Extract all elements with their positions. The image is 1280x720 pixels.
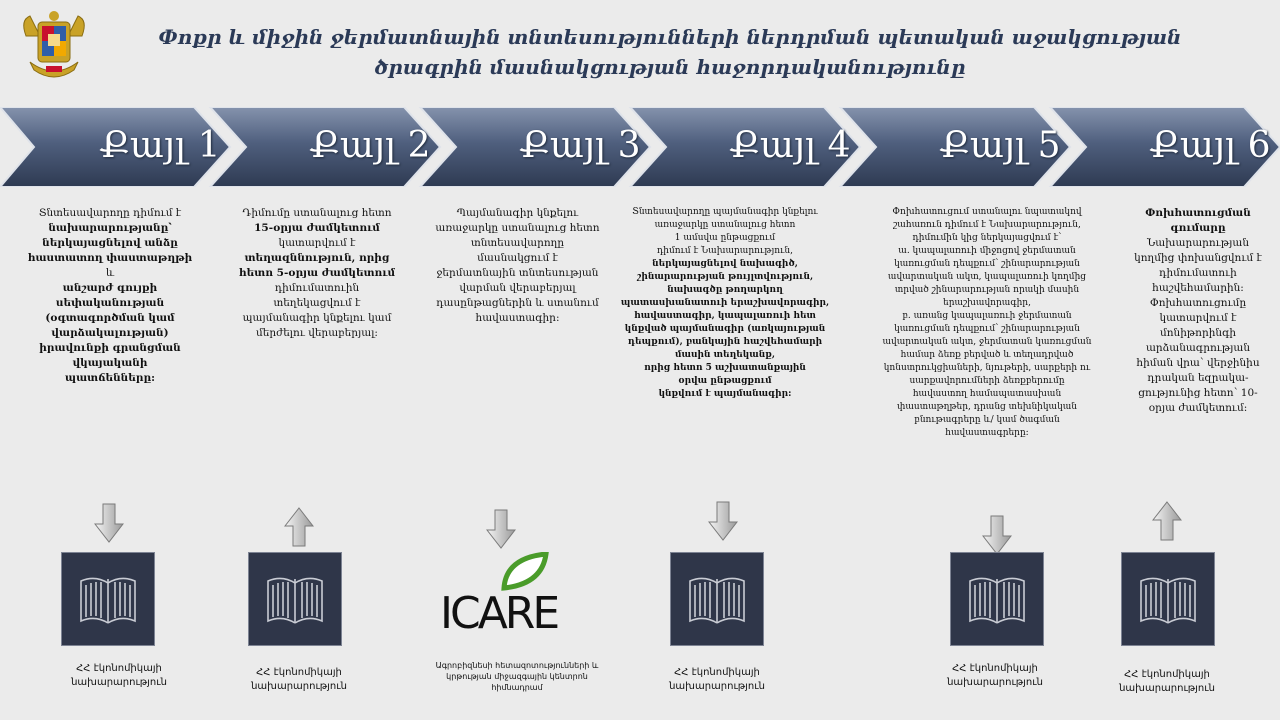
- description-line: հավաստագիր, կապալառուի հետ: [634, 311, 816, 321]
- ministry-caption-line: նախարարություն: [71, 677, 167, 688]
- description-line: ավարտական ակտ, ջերմատան կառուցման: [882, 337, 1092, 347]
- ministry-caption-line: նախարարություն: [251, 681, 347, 692]
- arrow-down-icon: [486, 508, 516, 550]
- description-line: հաստատող փաստաթղթի: [27, 252, 193, 264]
- description-line: տնտեսավարողը: [470, 237, 565, 249]
- step-description-5: [862, 206, 1112, 440]
- description-line: մոնիթորինգի: [1159, 327, 1237, 339]
- ministry-caption: [642, 666, 792, 694]
- step-label-2: Քայլ 2: [309, 125, 431, 166]
- step-description-6: [1118, 206, 1278, 416]
- description-line: 15-օրյա ժամկետում: [254, 222, 380, 234]
- description-line: ավարտական ակտ, կապալառուի կողմից: [887, 272, 1087, 282]
- description-line: իրավունքի գրանցման: [39, 342, 181, 354]
- icare-logo: [440, 552, 580, 642]
- ministry-caption-line: նախարարություն: [669, 681, 765, 692]
- step-label-3: Քայլ 3: [519, 125, 641, 166]
- step-label-6: Քայլ 6: [1149, 125, 1271, 166]
- description-line: կնքված պայմանագիր (առկայության: [624, 324, 826, 334]
- description-line: տեղազննություն, որից: [244, 252, 390, 264]
- description-line: նախարարությանը՝: [48, 222, 172, 234]
- step-description-3: [420, 206, 615, 326]
- title-line-1: Փոքր և միջին ջերմատնային տնտեսությունների ներդրման պետական աջակցության: [158, 25, 1182, 49]
- description-line: պայմանագիր կնքելու կամ: [242, 312, 392, 324]
- description-line: շահառուն դիմում է Նախարարություն,: [893, 220, 1081, 230]
- ministry-caption: [224, 666, 374, 694]
- ministry-caption-line: ՀՀ էկոնոմիկայի: [952, 663, 1038, 674]
- step-label-1: Քայլ 1: [99, 125, 221, 166]
- description-line: կառուցման դեպքում՝ շինարարության: [894, 259, 1080, 269]
- description-line: հաշվեհամարին:: [1152, 282, 1244, 294]
- description-line: վկայականի: [72, 357, 148, 369]
- description-line: ներկայացնելով նախագիծ,: [652, 259, 798, 269]
- ministry-book-icon: [1121, 552, 1215, 646]
- description-line: դիմումին կից ներկայացվում է՝: [912, 233, 1062, 243]
- description-line: հավաստող համապատասխան: [912, 389, 1062, 399]
- step-description-2: [222, 206, 412, 341]
- arrow-down-icon: [982, 514, 1012, 556]
- description-line: դեպքում), բանկային հաշվեհամարի: [627, 337, 823, 347]
- arrow-up-icon: [284, 506, 314, 548]
- description-line: բ. առանց կապալառուի ջերմատան: [902, 311, 1072, 321]
- description-line: մասին տեղեկանք,: [675, 350, 775, 360]
- description-line: կոնստրուկցիաների, նյութերի, սարքերի ու: [883, 363, 1091, 373]
- step-label-4: Քայլ 4: [729, 125, 851, 166]
- description-line: հավաստագրերը:: [945, 428, 1029, 438]
- icare-caption: [412, 660, 622, 693]
- ministry-caption: [44, 662, 194, 690]
- description-line: Տնտեսավարողը պայմանագիր կնքելու: [632, 207, 818, 217]
- description-line: պատասխանատուի երաշխավորագիր,: [620, 298, 830, 308]
- description-line: բնութագրերը և/ կամ ծագման: [914, 415, 1060, 425]
- description-line: համար ձեռք բերված և տեղադրված: [900, 350, 1074, 360]
- step-label-5: Քայլ 5: [939, 125, 1061, 166]
- step-description-4: [600, 206, 850, 401]
- description-line: Նախարարության: [1146, 237, 1250, 249]
- description-line: գումարը: [1170, 222, 1226, 234]
- title-line-2: ծրագրին մասնակցության հաջորդականությունը: [374, 55, 966, 79]
- ministry-caption-line: ՀՀ էկոնոմիկայի: [674, 667, 760, 678]
- description-line: հավաստագիր:: [475, 312, 560, 324]
- ministry-book-icon: [950, 552, 1044, 646]
- description-line: փաստաթղթեր, դրանց տեխնիկական: [897, 402, 1077, 412]
- description-line: սեփականության: [55, 297, 165, 309]
- description-line: Դիմումը ստանալուց հետո: [242, 207, 392, 219]
- description-line: վարման վերաբերյալ: [459, 282, 576, 294]
- description-line: կատարվում է: [1159, 312, 1237, 324]
- description-line: հիման վրա՝ վերջինիս: [1136, 357, 1260, 369]
- description-line: տեղեկացվում է: [273, 297, 361, 309]
- ministry-caption-line: ՀՀ էկոնոմիկայի: [256, 667, 342, 678]
- description-line: Տնտեսավարողը դիմում է: [38, 207, 182, 219]
- description-line: օրվա ընթացքում: [678, 376, 772, 386]
- page-title: [150, 22, 1190, 82]
- icare-logo-text: ICARE: [440, 588, 558, 639]
- leaf-icon: [498, 552, 550, 592]
- description-line: կողմից փոխանցվում է: [1134, 252, 1262, 264]
- description-line: և: [105, 267, 115, 279]
- description-line: որից հետո 5 աշխատանքային: [644, 363, 806, 373]
- description-line: կառուցման դեպքում՝ շինարարության: [894, 324, 1080, 334]
- ministry-caption-line: նախարարություն: [1119, 683, 1215, 694]
- icare-caption-line: կրթության միջազգային կենտրոն: [446, 672, 588, 681]
- description-line: մերժելու վերաբերյալ:: [256, 327, 378, 339]
- description-line: սարքավորումների ձեռքբերումը: [909, 376, 1065, 386]
- description-line: վարձակալության): [51, 327, 169, 339]
- description-line: դիմումատուի: [1159, 267, 1237, 279]
- description-line: պատճենները:: [64, 372, 156, 384]
- description-line: մասնակցում է: [477, 252, 558, 264]
- description-line: անշարժ գույքի: [62, 282, 158, 294]
- description-line: դիմում է Նախարարություն,: [656, 246, 794, 256]
- coat-of-arms-icon: [16, 6, 92, 82]
- description-line: առաջարկը ստանալուց հետո: [435, 222, 600, 234]
- description-line: դրական եզրակա-: [1147, 372, 1249, 384]
- description-line: դասընթացներին և ստանում: [436, 297, 599, 309]
- ministry-caption-line: նախարարություն: [947, 677, 1043, 688]
- description-line: ցությունից հետո՝ 10-: [1138, 387, 1258, 399]
- description-line: դիմումատուին: [274, 282, 360, 294]
- ministry-book-icon: [670, 552, 764, 646]
- description-line: Փոխհատուցման: [1145, 207, 1251, 219]
- description-line: Փոխհատուցում ստանալու նպատակով: [892, 207, 1082, 217]
- description-line: հետո 5-օրյա ժամկետում: [238, 267, 396, 279]
- ministry-caption-line: ՀՀ էկոնոմիկայի: [1124, 669, 1210, 680]
- description-line: ներկայացնելով անձը: [42, 237, 178, 249]
- ministry-caption: [1092, 668, 1242, 696]
- arrow-up-icon: [1152, 500, 1182, 542]
- description-line: շինարարության թույլտվություն,: [636, 272, 814, 282]
- ministry-book-icon: [61, 552, 155, 646]
- arrow-down-icon: [94, 502, 124, 544]
- description-line: օրյա ժամկետում:: [1148, 402, 1248, 414]
- icare-caption-line: Ագրոբիզնեսի հետազոտությունների և: [435, 661, 599, 670]
- ministry-book-icon: [248, 552, 342, 646]
- description-line: երաշխավորագիր,: [943, 298, 1031, 308]
- description-line: (օգտագործման կամ: [45, 312, 175, 324]
- description-line: կատարվում է: [278, 237, 356, 249]
- description-line: տրված շինարարության որակի մասին: [894, 285, 1080, 295]
- ministry-caption: [920, 662, 1070, 690]
- description-line: 1 ամսվա ընթացքում: [674, 233, 776, 243]
- step-description-1: [10, 206, 210, 386]
- ministry-caption-line: ՀՀ էկոնոմիկայի: [76, 663, 162, 674]
- description-line: ա. կապալառուի միջոցով ջերմատան: [898, 246, 1076, 256]
- icare-caption-line: հիմնադրամ: [491, 683, 543, 692]
- description-line: Պայմանագիր կնքելու: [456, 207, 579, 219]
- description-line: նախագծը թողարկող: [667, 285, 783, 295]
- description-line: ջերմատնային տնտեսության: [436, 267, 599, 279]
- description-line: Փոխհատուցումը: [1149, 297, 1247, 309]
- description-line: արձանագրության: [1145, 342, 1251, 354]
- description-line: առաջարկը ստանալուց հետո: [654, 220, 796, 230]
- arrow-down-icon: [708, 500, 738, 542]
- description-line: կնքվում է պայմանագիր:: [658, 389, 792, 399]
